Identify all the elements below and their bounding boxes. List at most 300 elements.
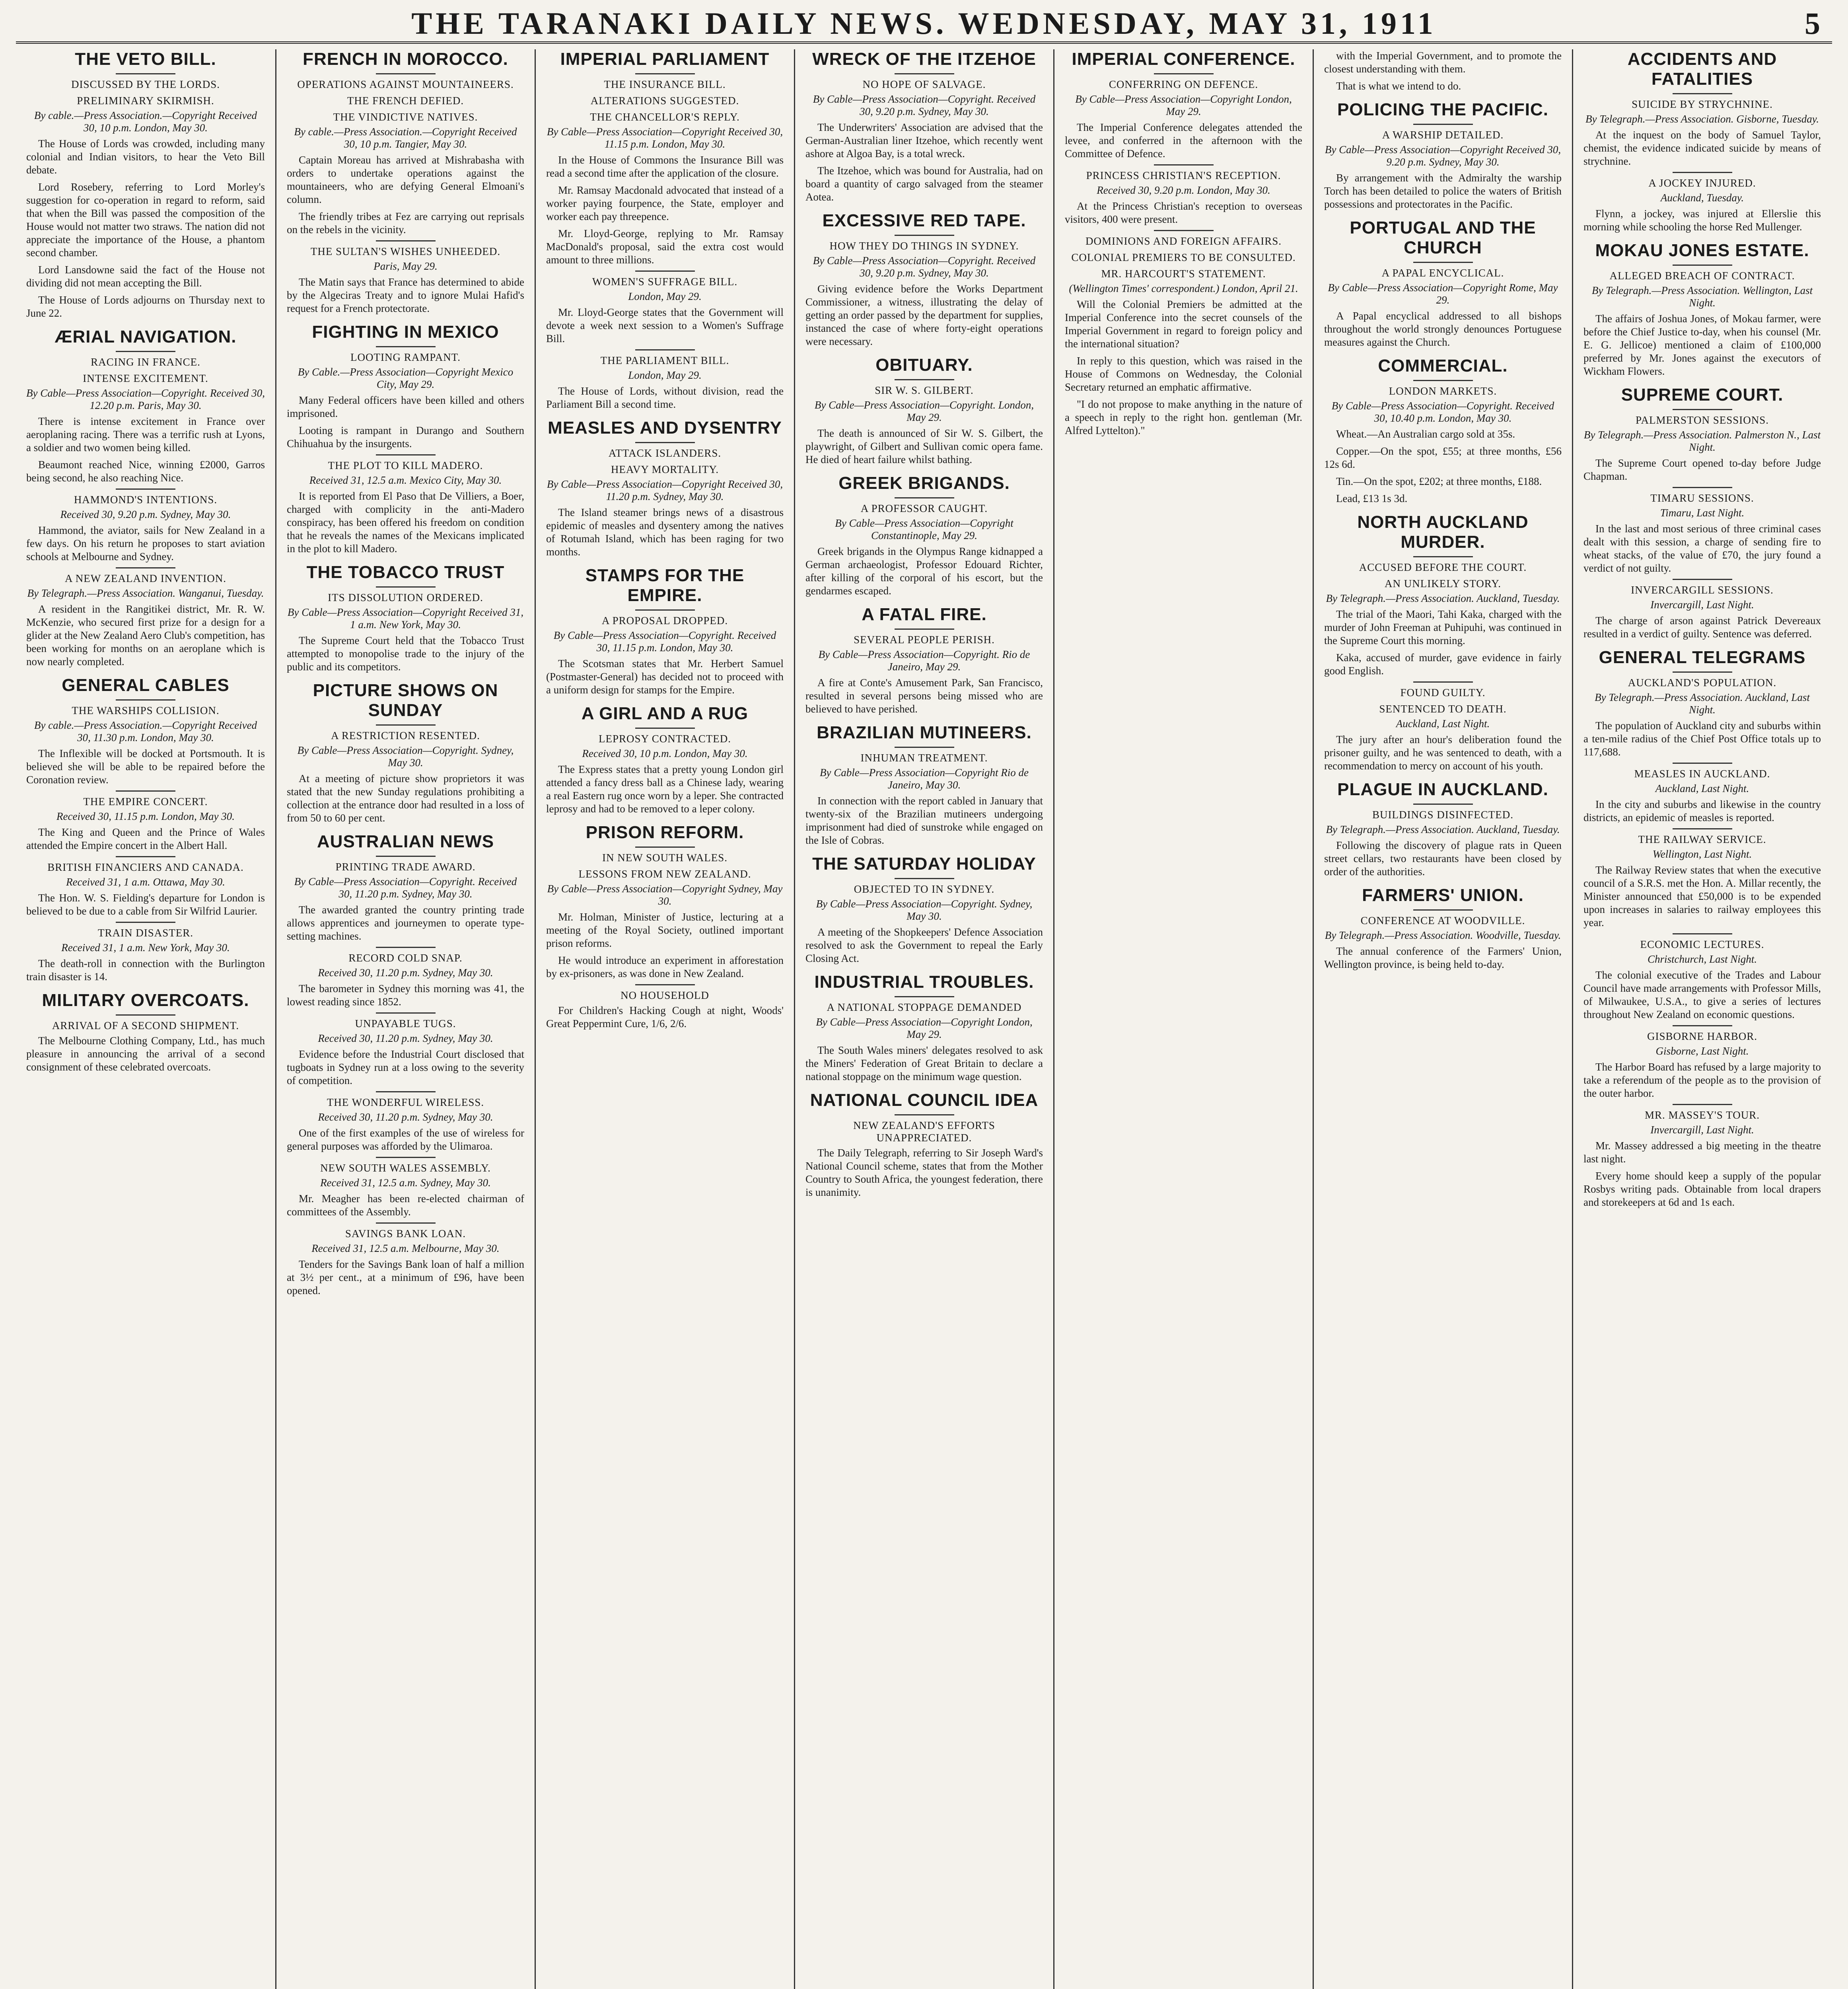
article xyxy=(805,211,1043,348)
article-subhead: THE SULTAN'S WISHES UNHEEDED. xyxy=(310,245,501,257)
article-headline: THE SATURDAY HOLIDAY xyxy=(812,854,1036,874)
article-paragraph: The Island steamer brings news of a disastrous epidemic of measles and dysentery among the natives of Rotumah Island, which has been raging for two months. xyxy=(546,506,784,558)
article-headline: WRECK OF THE ITZEHOE xyxy=(812,49,1036,69)
article xyxy=(546,566,784,697)
column-2 xyxy=(275,49,535,1989)
article-subhead: ALTERATIONS SUGGESTED. xyxy=(590,95,739,107)
section-rule xyxy=(376,1157,436,1158)
article-paragraph: The Imperial Conference delegates attended the levee, and conferred in the afternoon with the Committee of Defence. xyxy=(1065,121,1302,160)
article-paragraph: Evidence before the Industrial Court disclosed that tugboats in Sydney run at a loss owing to the severity of competition. xyxy=(287,1048,524,1086)
article-subhead: SENTENCED TO DEATH. xyxy=(1379,703,1507,715)
article-subhead: THE WARSHIPS COLLISION. xyxy=(72,705,220,716)
page-number: 5 xyxy=(1805,6,1820,41)
article-paragraph: Lead, £13 1s 3d. xyxy=(1336,492,1408,504)
article-dateline: By Cable—Press Association—Copyright Rio de Janeiro, May 30. xyxy=(820,767,1029,791)
headline-rule xyxy=(376,724,436,726)
article xyxy=(26,856,265,918)
article-headline: FRENCH IN MOROCCO. xyxy=(303,49,508,69)
article xyxy=(1065,49,1302,160)
article xyxy=(26,922,265,983)
article xyxy=(1324,886,1562,971)
article-dateline: Received 31, 12.5 a.m. Sydney, May 30. xyxy=(320,1177,491,1189)
masthead-title: THE TARANAKI DAILY NEWS. WEDNESDAY, MAY 31, 1911 xyxy=(411,6,1437,41)
article-subhead: BRITISH FINANCIERS AND CANADA. xyxy=(47,861,244,873)
article-dateline: By cable.—Press Association.—Copyright Received 30, 10 p.m. London, May 30. xyxy=(34,109,257,134)
article-headline: COMMERCIAL. xyxy=(1378,356,1508,376)
article xyxy=(287,832,524,943)
article-subhead: COLONIAL PREMIERS TO BE CONSULTED. xyxy=(1071,251,1296,263)
article-dateline: By Cable—Press Association—Copyright. Sydney, May 30. xyxy=(816,898,1033,922)
article-headline: A FATAL FIRE. xyxy=(862,605,987,624)
headline-rule xyxy=(635,728,695,729)
headline-rule xyxy=(635,73,695,74)
article-dateline: Received 30, 11.15 p.m. London, May 30. xyxy=(56,810,235,822)
section-rule xyxy=(1673,579,1732,580)
article-subhead: AUCKLAND'S POPULATION. xyxy=(1628,677,1777,689)
article-headline: FIGHTING IN MEXICO xyxy=(312,322,499,342)
column-7 xyxy=(1572,49,1831,1989)
article-subhead: WOMEN'S SUFFRAGE BILL. xyxy=(592,276,738,288)
column-4 xyxy=(794,49,1053,1989)
article-subhead: THE WONDERFUL WIRELESS. xyxy=(327,1096,484,1108)
section-rule xyxy=(635,349,695,350)
article-dateline: By Cable—Press Association—Copyright Sydney, May 30. xyxy=(547,883,783,907)
section-rule xyxy=(1154,230,1214,231)
article-dateline: Received 31, 12.5 a.m. Mexico City, May 30. xyxy=(309,474,502,486)
article-paragraph: The death is announced of Sir W. S. Gilbert, the playwright, of Gilbert and Sullivan comic opera fame. He died of heart failure whilst bathing. xyxy=(805,427,1043,465)
article-paragraph: Mr. Lloyd-George, replying to Mr. Ramsay MacDonald's proposal, said the extra cost would amount to three millions. xyxy=(546,228,784,266)
article xyxy=(287,1222,524,1297)
article-subhead: THE INSURANCE BILL. xyxy=(604,78,726,90)
article xyxy=(1324,218,1562,349)
article-subhead: GISBORNE HARBOR. xyxy=(1647,1030,1758,1042)
article-paragraph: The Daily Telegraph, referring to Sir Joseph Ward's National Council scheme, states that from the Mother Country to South Africa, the youngest federation, there is unanimity. xyxy=(805,1147,1043,1198)
article-subhead: SUICIDE BY STRYCHNINE. xyxy=(1632,98,1773,110)
section-rule xyxy=(635,984,695,985)
article-subhead: OBJECTED TO IN SYDNEY. xyxy=(854,883,995,895)
article-subhead: A PAPAL ENCYCLICAL. xyxy=(1381,267,1504,279)
article xyxy=(26,49,265,320)
article xyxy=(805,723,1043,847)
article xyxy=(26,567,265,668)
article-subhead: AN UNLIKELY STORY. xyxy=(1384,578,1502,590)
article-subhead: A PROFESSOR CAUGHT. xyxy=(860,502,988,514)
article-paragraph: A meeting of the Shopkeepers' Defence Association resolved to ask the Government to repeal the Early Closing Act. xyxy=(805,926,1043,964)
article-dateline: Received 30, 11.20 p.m. Sydney, May 30. xyxy=(318,967,493,979)
article-dateline: London, May 29. xyxy=(628,290,702,302)
article-paragraph: The Express states that a pretty young London girl attended a fancy dress ball as a Chinese lady, wearing a real Eastern rug once worn by a leper. She contracted leprosy and had to be removed to a leper colony. xyxy=(546,763,784,815)
headline-rule xyxy=(1673,265,1732,266)
article-dateline: Auckland, Tuesday. xyxy=(1660,192,1744,204)
article-dateline: By Telegraph.—Press Association. Wellington, Last Night. xyxy=(1591,284,1813,309)
article xyxy=(1583,648,1821,759)
article-paragraph: The House of Lords, without division, read the Parliament Bill a second time. xyxy=(546,385,784,410)
article xyxy=(805,605,1043,716)
article-dateline: Invercargill, Last Night. xyxy=(1650,1124,1754,1136)
article xyxy=(546,704,784,815)
section-rule xyxy=(1673,763,1732,764)
column-3 xyxy=(535,49,794,1989)
article xyxy=(287,49,524,236)
article-subhead: A RESTRICTION RESENTED. xyxy=(331,730,480,741)
article xyxy=(287,240,524,315)
article-subhead: ACCUSED BEFORE THE COURT. xyxy=(1359,561,1527,573)
article-headline: NORTH AUCKLAND MURDER. xyxy=(1357,512,1529,552)
section-rule xyxy=(1154,164,1214,165)
article-paragraph: The population of Auckland city and suburbs within a ten-mile radius of the Chief Post Office totals up to 117,688. xyxy=(1583,720,1821,758)
article xyxy=(1324,780,1562,878)
article xyxy=(546,418,784,559)
article-headline: IMPERIAL PARLIAMENT xyxy=(560,49,770,69)
article-dateline: By Telegraph.—Press Association. Palmerston N., Last Night. xyxy=(1583,429,1821,453)
article-subhead: PRELIMINARY SKIRMISH. xyxy=(77,95,214,107)
article-paragraph: There is intense excitement in France over aeroplaning racing. There was a terrific rush at Lyons, a soldier and two women being killed. xyxy=(26,415,265,453)
article-subhead: ECONOMIC LECTURES. xyxy=(1640,938,1764,950)
article xyxy=(26,790,265,852)
article-headline: MILITARY OVERCOATS. xyxy=(42,991,249,1010)
article-paragraph: One of the first examples of the use of wireless for general purposes was afforded by the Ulimaroa. xyxy=(287,1127,524,1152)
article-paragraph: A resident in the Rangitikei district, Mr. R. W. McKenzie, who secured first prize for a design for a glider at the New Zealand Aero Club's competition, has been working for months on an aeroplane which is now nearly completed. xyxy=(26,603,265,668)
section-rule xyxy=(1673,1025,1732,1026)
headline-rule xyxy=(1673,671,1732,673)
article xyxy=(287,322,524,450)
article-subhead: ALLEGED BREACH OF CONTRACT. xyxy=(1609,270,1795,282)
article-paragraph: The charge of arson against Patrick Devereaux resulted in a verdict of guilty. Sentence was deferred. xyxy=(1583,615,1821,640)
article-headline: PICTURE SHOWS ON SUNDAY xyxy=(313,681,498,720)
article-dateline: Received 31, 1 a.m. New York, May 30. xyxy=(61,942,230,954)
article-subhead: A PROPOSAL DROPPED. xyxy=(601,615,728,627)
article xyxy=(26,991,265,1074)
article-dateline: Received 30, 9.20 p.m. London, May 30. xyxy=(1097,184,1270,196)
article-paragraph: Lord Lansdowne said the fact of the House not dividing did not mean accepting the Bill. xyxy=(26,264,265,289)
article-subhead: MEASLES IN AUCKLAND. xyxy=(1634,768,1770,780)
article-dateline: By Cable—Press Association—Copyright. Received 30, 11.20 p.m. Sydney, May 30. xyxy=(294,876,517,900)
article-headline: NATIONAL COUNCIL IDEA xyxy=(810,1090,1039,1110)
headline-rule xyxy=(376,856,436,857)
article-subhead: HOW THEY DO THINGS IN SYDNEY. xyxy=(829,240,1019,252)
column-6 xyxy=(1313,49,1572,1989)
article-subhead: PALMERSTON SESSIONS. xyxy=(1635,414,1769,426)
article-paragraph: The Harbor Board has refused by a large majority to take a referendum of the people as to the provision of the outer harbor. xyxy=(1583,1061,1821,1099)
article-paragraph: A fire at Conte's Amusement Park, San Francisco, resulted in several persons being missed who are believed to have perished. xyxy=(805,677,1043,715)
article-paragraph: Captain Moreau has arrived at Mishrabasha with orders to undertake operations against the mountaineers, who are defying General Elmoani's column. xyxy=(287,154,524,205)
article-dateline: By Cable—Press Association—Copyright London, May 29. xyxy=(816,1016,1033,1040)
article-subhead: LESSONS FROM NEW ZEALAND. xyxy=(578,868,751,880)
article-subhead: THE PARLIAMENT BILL. xyxy=(600,354,729,366)
article-dateline: By Telegraph.—Press Association. Auckland, Tuesday. xyxy=(1326,592,1560,604)
article-subhead: SAVINGS BANK LOAN. xyxy=(345,1228,466,1240)
column-5 xyxy=(1053,49,1313,1989)
headline-rule xyxy=(1413,804,1473,805)
article xyxy=(805,355,1043,466)
section-rule xyxy=(116,922,175,923)
article-headline: OBITUARY. xyxy=(875,355,973,375)
article xyxy=(1324,512,1562,677)
headline-rule xyxy=(895,497,954,498)
article-paragraph: The House of Lords adjourns on Thursday next to June 22. xyxy=(26,294,265,319)
article-paragraph: The Supreme Court opened to-day before Judge Chapman. xyxy=(1583,457,1821,482)
article-headline: ÆRIAL NAVIGATION. xyxy=(54,327,237,346)
article-dateline: By Telegraph.—Press Association. Gisborne, Tuesday. xyxy=(1585,113,1819,125)
article-subhead: FOUND GUILTY. xyxy=(1400,687,1486,699)
article-subhead: BUILDINGS DISINFECTED. xyxy=(1372,809,1513,821)
article-subhead: IN NEW SOUTH WALES. xyxy=(602,852,728,864)
article-paragraph: Mr. Meagher has been re-elected chairman of committees of the Assembly. xyxy=(287,1193,524,1218)
article-paragraph: The Hon. W. S. Fielding's departure for London is believed to be due to a cable from Sir Wilfrid Laurier. xyxy=(26,892,265,917)
article xyxy=(1583,49,1821,168)
article xyxy=(287,1091,524,1153)
article-dateline: Gisborne, Last Night. xyxy=(1655,1045,1749,1057)
article-dateline: By Cable—Press Association—Copyright. Received 30, 11.15 p.m. London, May 30. xyxy=(553,629,776,654)
article-subhead: INTENSE EXCITEMENT. xyxy=(83,372,208,384)
article-subhead: OPERATIONS AGAINST MOUNTAINEERS. xyxy=(297,78,514,90)
headline-rule xyxy=(1154,73,1214,74)
article-headline: GENERAL TELEGRAMS xyxy=(1599,648,1806,667)
article-paragraph: The barometer in Sydney this morning was 41, the lowest reading since 1852. xyxy=(287,983,524,1008)
article-paragraph: with the Imperial Government, and to promote the closest understanding with them. xyxy=(1324,50,1562,75)
article xyxy=(287,454,524,555)
article-paragraph: Giving evidence before the Works Department Commissioner, a witness, illustrating the delay of getting an order passed by the department for supplies, instanced the case of where forty-eight operations were necessary. xyxy=(805,283,1043,347)
article-paragraph: At the Princess Christian's reception to overseas visitors, 400 were present. xyxy=(1065,200,1302,225)
article-paragraph: Lord Rosebery, referring to Lord Morley's suggestion for co-operation in regard to reform, said that when the Bill was passed the composition of the House would not matter two straws. The nation did not appreciate the importance of the House, a phantom second chamber. xyxy=(26,181,265,259)
article-dateline: By Cable—Press Association—Copyright Received 30, 11.20 p.m. Sydney, May 30. xyxy=(547,478,783,502)
article-dateline: Christchurch, Last Night. xyxy=(1647,953,1757,965)
article-headline: PLAGUE IN AUCKLAND. xyxy=(1337,780,1548,799)
headline-rule xyxy=(1413,909,1473,911)
article-subhead: RECORD COLD SNAP. xyxy=(348,952,463,964)
article-subhead: THE CHANCELLOR'S REPLY. xyxy=(590,111,740,123)
article xyxy=(805,972,1043,1083)
article-subhead: A NATIONAL STOPPAGE DEMANDED xyxy=(827,1001,1022,1013)
article xyxy=(26,675,265,786)
article-subhead: MR. MASSEY'S TOUR. xyxy=(1645,1109,1760,1121)
article-headline: PRISON REFORM. xyxy=(586,823,744,842)
article-subhead: MR. HARCOURT'S STATEMENT. xyxy=(1101,268,1266,280)
article-paragraph: Mr. Massey addressed a big meeting in the theatre last night. xyxy=(1583,1140,1821,1165)
article-subhead: THE VINDICTIVE NATIVES. xyxy=(333,111,478,123)
article-paragraph: The affairs of Joshua Jones, of Mokau farmer, were before the Chief Justice to-day, when his counsel (Mr. E. G. Jellicoe) mentioned a claim of £100,000 preferred by Mr. Jones against the executors of Wickham Flowers. xyxy=(1583,313,1821,377)
article-headline: THE VETO BILL. xyxy=(75,49,216,69)
article-paragraph: Looting is rampant in Durango and Southern Chihuahua by the insurgents. xyxy=(287,424,524,450)
article-subhead: HAMMOND'S INTENTIONS. xyxy=(74,494,218,506)
article-dateline: London, May 29. xyxy=(628,369,702,381)
article xyxy=(287,681,524,825)
headline-rule xyxy=(895,1114,954,1115)
article xyxy=(1583,1025,1821,1100)
article xyxy=(1065,164,1302,226)
article-dateline: By Cable—Press Association—Copyright. Received 30, 9.20 p.m. Sydney, May 30. xyxy=(813,255,1036,279)
article-dateline: Paris, May 29. xyxy=(373,260,438,272)
article xyxy=(1583,763,1821,824)
article-dateline: Timaru, Last Night. xyxy=(1660,507,1745,519)
article-subhead: NO HOUSEHOLD xyxy=(621,989,709,1001)
article-headline: POLICING THE PACIFIC. xyxy=(1337,100,1549,119)
article-paragraph: The annual conference of the Farmers' Union, Wellington province, is being held to-day. xyxy=(1324,945,1562,970)
section-rule xyxy=(376,240,436,241)
article-paragraph: In the House of Commons the Insurance Bill was read a second time after the application of the closure. xyxy=(546,154,784,179)
article xyxy=(1583,487,1821,575)
article-paragraph: That is what we intend to do. xyxy=(1336,80,1461,92)
article xyxy=(546,49,784,267)
headline-rule xyxy=(376,346,436,347)
article-subhead: THE RAILWAY SERVICE. xyxy=(1638,833,1766,845)
article-paragraph: Tin.—On the spot, £202; at three months, £188. xyxy=(1336,475,1542,487)
article-paragraph: Hammond, the aviator, sails for New Zealand in a few days. On his return he proposes to start aviation schools at Melbourne and Sydney. xyxy=(26,524,265,562)
article-subhead: A NEW ZEALAND INVENTION. xyxy=(65,572,226,584)
article-paragraph: The Railway Review states that when the executive council of a S.R.S. met the Hon. A. Millar recently, the Minister announced that £50,000 is to be expended upon increases in salaries to railway employees this year. xyxy=(1583,864,1821,928)
article-paragraph: Tenders for the Savings Bank loan of half a million at 3½ per cent., at a minimum of £96, have been opened. xyxy=(287,1258,524,1296)
article-subhead: DISCUSSED BY THE LORDS. xyxy=(71,78,220,90)
article-headline: MOKAU JONES ESTATE. xyxy=(1595,241,1809,260)
article-paragraph: A Papal encyclical addressed to all bishops throughout the world strongly denounces Portuguese measures against the Church. xyxy=(1324,310,1562,348)
article-subhead: NO HOPE OF SALVAGE. xyxy=(862,78,986,90)
article-paragraph: The South Wales miners' delegates resolved to ask the Miners' Federation of Great Britain to declare a national stoppage on the minimum wage question. xyxy=(805,1044,1043,1082)
section-rule xyxy=(376,1091,436,1092)
section-rule xyxy=(116,790,175,792)
article-dateline: Auckland, Last Night. xyxy=(1655,782,1749,794)
article-headline: ACCIDENTS AND FATALITIES xyxy=(1627,49,1777,89)
headline-rule xyxy=(635,442,695,443)
article-dateline: Received 30, 9.20 p.m. Sydney, May 30. xyxy=(60,508,231,520)
article-paragraph: The Melbourne Clothing Company, Ltd., has much pleasure in announcing the arrival of a second consignment of these celebrated overcoats. xyxy=(26,1035,265,1073)
article-headline: AUSTRALIAN NEWS xyxy=(317,832,494,851)
article-subhead: RACING IN FRANCE. xyxy=(91,356,200,368)
article xyxy=(1583,385,1821,483)
article-subhead: ITS DISSOLUTION ORDERED. xyxy=(328,592,483,603)
article-headline: STAMPS FOR THE EMPIRE. xyxy=(585,566,745,605)
article-subhead: THE PLOT TO KILL MADERO. xyxy=(328,459,483,471)
article-dateline: By Cable—Press Association—Copyright Received 30, 11.15 p.m. London, May 30. xyxy=(547,126,783,150)
section-rule xyxy=(376,1012,436,1014)
article-subhead: PRINCESS CHRISTIAN'S RECEPTION. xyxy=(1086,169,1281,181)
headline-rule xyxy=(116,351,175,352)
article-subhead: CONFERRING ON DEFENCE. xyxy=(1109,78,1259,90)
article xyxy=(805,49,1043,204)
article-dateline: By Cable—Press Association—Copyright London, May 29. xyxy=(1075,93,1292,117)
article-subhead: LONDON MARKETS. xyxy=(1389,385,1497,397)
headline-rule xyxy=(376,586,436,588)
section-rule xyxy=(1673,487,1732,488)
headline-rule xyxy=(1413,380,1473,381)
article-paragraph: Mr. Ramsay Macdonald advocated that instead of a worker paying fourpence, the State, employer and worker each pay threepence. xyxy=(546,184,784,222)
headline-rule xyxy=(1673,93,1732,94)
article xyxy=(287,1012,524,1087)
article-dateline: Received 30, 11.20 p.m. Sydney, May 30. xyxy=(318,1111,493,1123)
article-subhead: INHUMAN TREATMENT. xyxy=(860,752,988,764)
section-rule xyxy=(1413,681,1473,683)
article-paragraph: He would introduce an experiment in afforestation by ex-prisoners, as was done in New Zealand. xyxy=(546,954,784,979)
article-subhead: LEPROSY CONTRACTED. xyxy=(598,733,731,745)
article xyxy=(1324,100,1562,211)
article-dateline: Invercargill, Last Night. xyxy=(1650,599,1754,611)
article-paragraph: Mr. Lloyd-George states that the Government will devote a week next session to a Women's Suffrage Bill. xyxy=(546,306,784,344)
article xyxy=(1583,579,1821,640)
article xyxy=(26,327,265,485)
article-paragraph: The friendly tribes at Fez are carrying out reprisals on the rebels in the vicinity. xyxy=(287,210,524,235)
article-paragraph: In connection with the report cabled in January that twenty-six of the Brazilian mutineers undergoing imprisonment had died of sunstroke while engaged on the Isle of Cobras. xyxy=(805,795,1043,846)
article xyxy=(1324,356,1562,505)
article xyxy=(287,562,524,673)
article-subhead: PRINTING TRADE AWARD. xyxy=(335,861,476,873)
article-dateline: By Cable—Press Association—Copyright. London, May 29. xyxy=(814,399,1034,423)
article-dateline: By Cable—Press Association—Copyright Rome, May 29. xyxy=(1328,282,1558,306)
article-subhead: NEW SOUTH WALES ASSEMBLY. xyxy=(320,1162,491,1174)
article-paragraph: The colonial executive of the Trades and Labour Council have made arrangements with Professor Mills, of Milwaukee, U.S.A., to give a series of lectures throughout New Zealand on economic questions. xyxy=(1583,969,1821,1020)
article-dateline: By Cable—Press Association—Copyright Received 30, 9.20 p.m. Sydney, May 30. xyxy=(1325,144,1561,168)
section-rule xyxy=(376,454,436,455)
article-dateline: By Cable.—Press Association—Copyright Mexico City, May 29. xyxy=(298,366,514,390)
article-paragraph: The Scotsman states that Mr. Herbert Samuel (Postmaster-General) has decided not to proceed with a uniform design for stamps for the Empire. xyxy=(546,658,784,696)
article-dateline: By Cable—Press Association—Copyright Constantinople, May 29. xyxy=(835,517,1013,541)
article-paragraph: The trial of the Maori, Tahi Kaka, charged with the murder of John Freeman at Puhipuhi, was continued in the Supreme Court this morning. xyxy=(1324,608,1562,646)
article-subhead: DOMINIONS AND FOREIGN AFFAIRS. xyxy=(1085,235,1282,247)
headline-rule xyxy=(895,235,954,236)
article xyxy=(805,1090,1043,1199)
article xyxy=(1583,172,1821,234)
article-paragraph: Greek brigands in the Olympus Range kidnapped a German archaeologist, Professor Edouard Richter, after killing of the corporal of his escort, but the gendarmes escaped. xyxy=(805,545,1043,597)
article-dateline: By Cable—Press Association—Copyright. Received 30, 12.20 p.m. Paris, May 30. xyxy=(26,387,265,411)
article-dateline: By Telegraph.—Press Association. Wanganui, Tuesday. xyxy=(27,587,264,599)
headline-rule xyxy=(1413,124,1473,125)
masthead xyxy=(16,3,1832,44)
article-headline: FARMERS' UNION. xyxy=(1362,886,1524,905)
article-dateline: Wellington, Last Night. xyxy=(1652,848,1752,860)
article xyxy=(1324,681,1562,773)
article-headline: A GIRL AND A RUG xyxy=(581,704,749,723)
article-subhead: THE FRENCH DEFIED. xyxy=(347,95,464,107)
article-dateline: By Cable—Press Association—Copyright. Sydney, May 30. xyxy=(297,744,514,769)
article-dateline: By Cable—Press Association—Copyright Received 31, 1 a.m. New York, May 30. xyxy=(287,606,524,631)
article-paragraph: The death-roll in connection with the Burlington train disaster is 14. xyxy=(26,958,265,983)
article xyxy=(546,349,784,411)
section-rule xyxy=(116,488,175,490)
article-paragraph: Many Federal officers have been killed and others imprisoned. xyxy=(287,394,524,419)
article-paragraph: Beaumont reached Nice, winning £2000, Garros being second, he also reaching Nice. xyxy=(26,459,265,484)
article xyxy=(805,473,1043,597)
article-dateline: Received 30, 11.20 p.m. Sydney, May 30. xyxy=(318,1032,493,1044)
article-headline: GREEK BRIGANDS. xyxy=(838,473,1010,493)
headline-rule xyxy=(895,629,954,630)
article-paragraph: Following the discovery of plague rats in Queen street cellars, two restaurants have been closed by order of the authorities. xyxy=(1324,839,1562,878)
article xyxy=(1583,1104,1821,1209)
article-paragraph: "I do not propose to make anything in the nature of a speech in reply to the right hon. gentleman (Mr. Alfred Lyttelton)." xyxy=(1065,398,1302,436)
article-paragraph: Will the Colonial Premiers be admitted at the Imperial Conference into the secret counsels of the Imperial Government in regard to foreign policy and the international situation? xyxy=(1065,298,1302,350)
article-paragraph: At a meeting of picture show proprietors it was stated that the new Sunday regulations prohibiting a collection at the entrance door had resulted in a loss of from 50 to 60 per cent. xyxy=(287,773,524,824)
article-paragraph: Mr. Holman, Minister of Justice, lecturing at a meeting of the Royal Society, outlined important prison reforms. xyxy=(546,911,784,949)
article-paragraph: By arrangement with the Admiralty the warship Torch has been detailed to police the waters of British possessions and protectorates in the Pacific. xyxy=(1324,172,1562,210)
section-rule xyxy=(1673,172,1732,173)
article-dateline: By Cable—Press Association—Copyright. Received 30, 10.40 p.m. London, May 30. xyxy=(1331,400,1554,424)
article xyxy=(546,271,784,345)
article xyxy=(1583,828,1821,929)
article-subhead: ARRIVAL OF A SECOND SHIPMENT. xyxy=(52,1020,239,1031)
article-dateline: By cable.—Press Association.—Copyright Received 30, 11.30 p.m. London, May 30. xyxy=(34,719,257,743)
section-rule xyxy=(376,1222,436,1224)
article-dateline: By Cable—Press Association—Copyright. Received 30, 9.20 p.m. Sydney, May 30. xyxy=(813,93,1036,117)
headline-rule xyxy=(635,609,695,611)
headline-rule xyxy=(895,379,954,380)
headline-rule xyxy=(1673,409,1732,410)
article-paragraph: For Children's Hacking Cough at night, Woods' Great Peppermint Cure, 1/6, 2/6. xyxy=(546,1004,784,1030)
article-headline: PORTUGAL AND THE CHURCH xyxy=(1350,218,1536,257)
article xyxy=(287,1157,524,1218)
article-dateline: Received 31, 1 a.m. Ottawa, May 30. xyxy=(66,876,225,888)
section-rule xyxy=(1673,828,1732,829)
article-subhead: SEVERAL PEOPLE PERISH. xyxy=(854,634,995,646)
article-subhead: SIR W. S. GILBERT. xyxy=(875,384,974,396)
article-headline: MEASLES AND DYSENTRY xyxy=(548,418,782,438)
article-dateline: By Telegraph.—Press Association. Auckland, Last Night. xyxy=(1595,691,1810,716)
